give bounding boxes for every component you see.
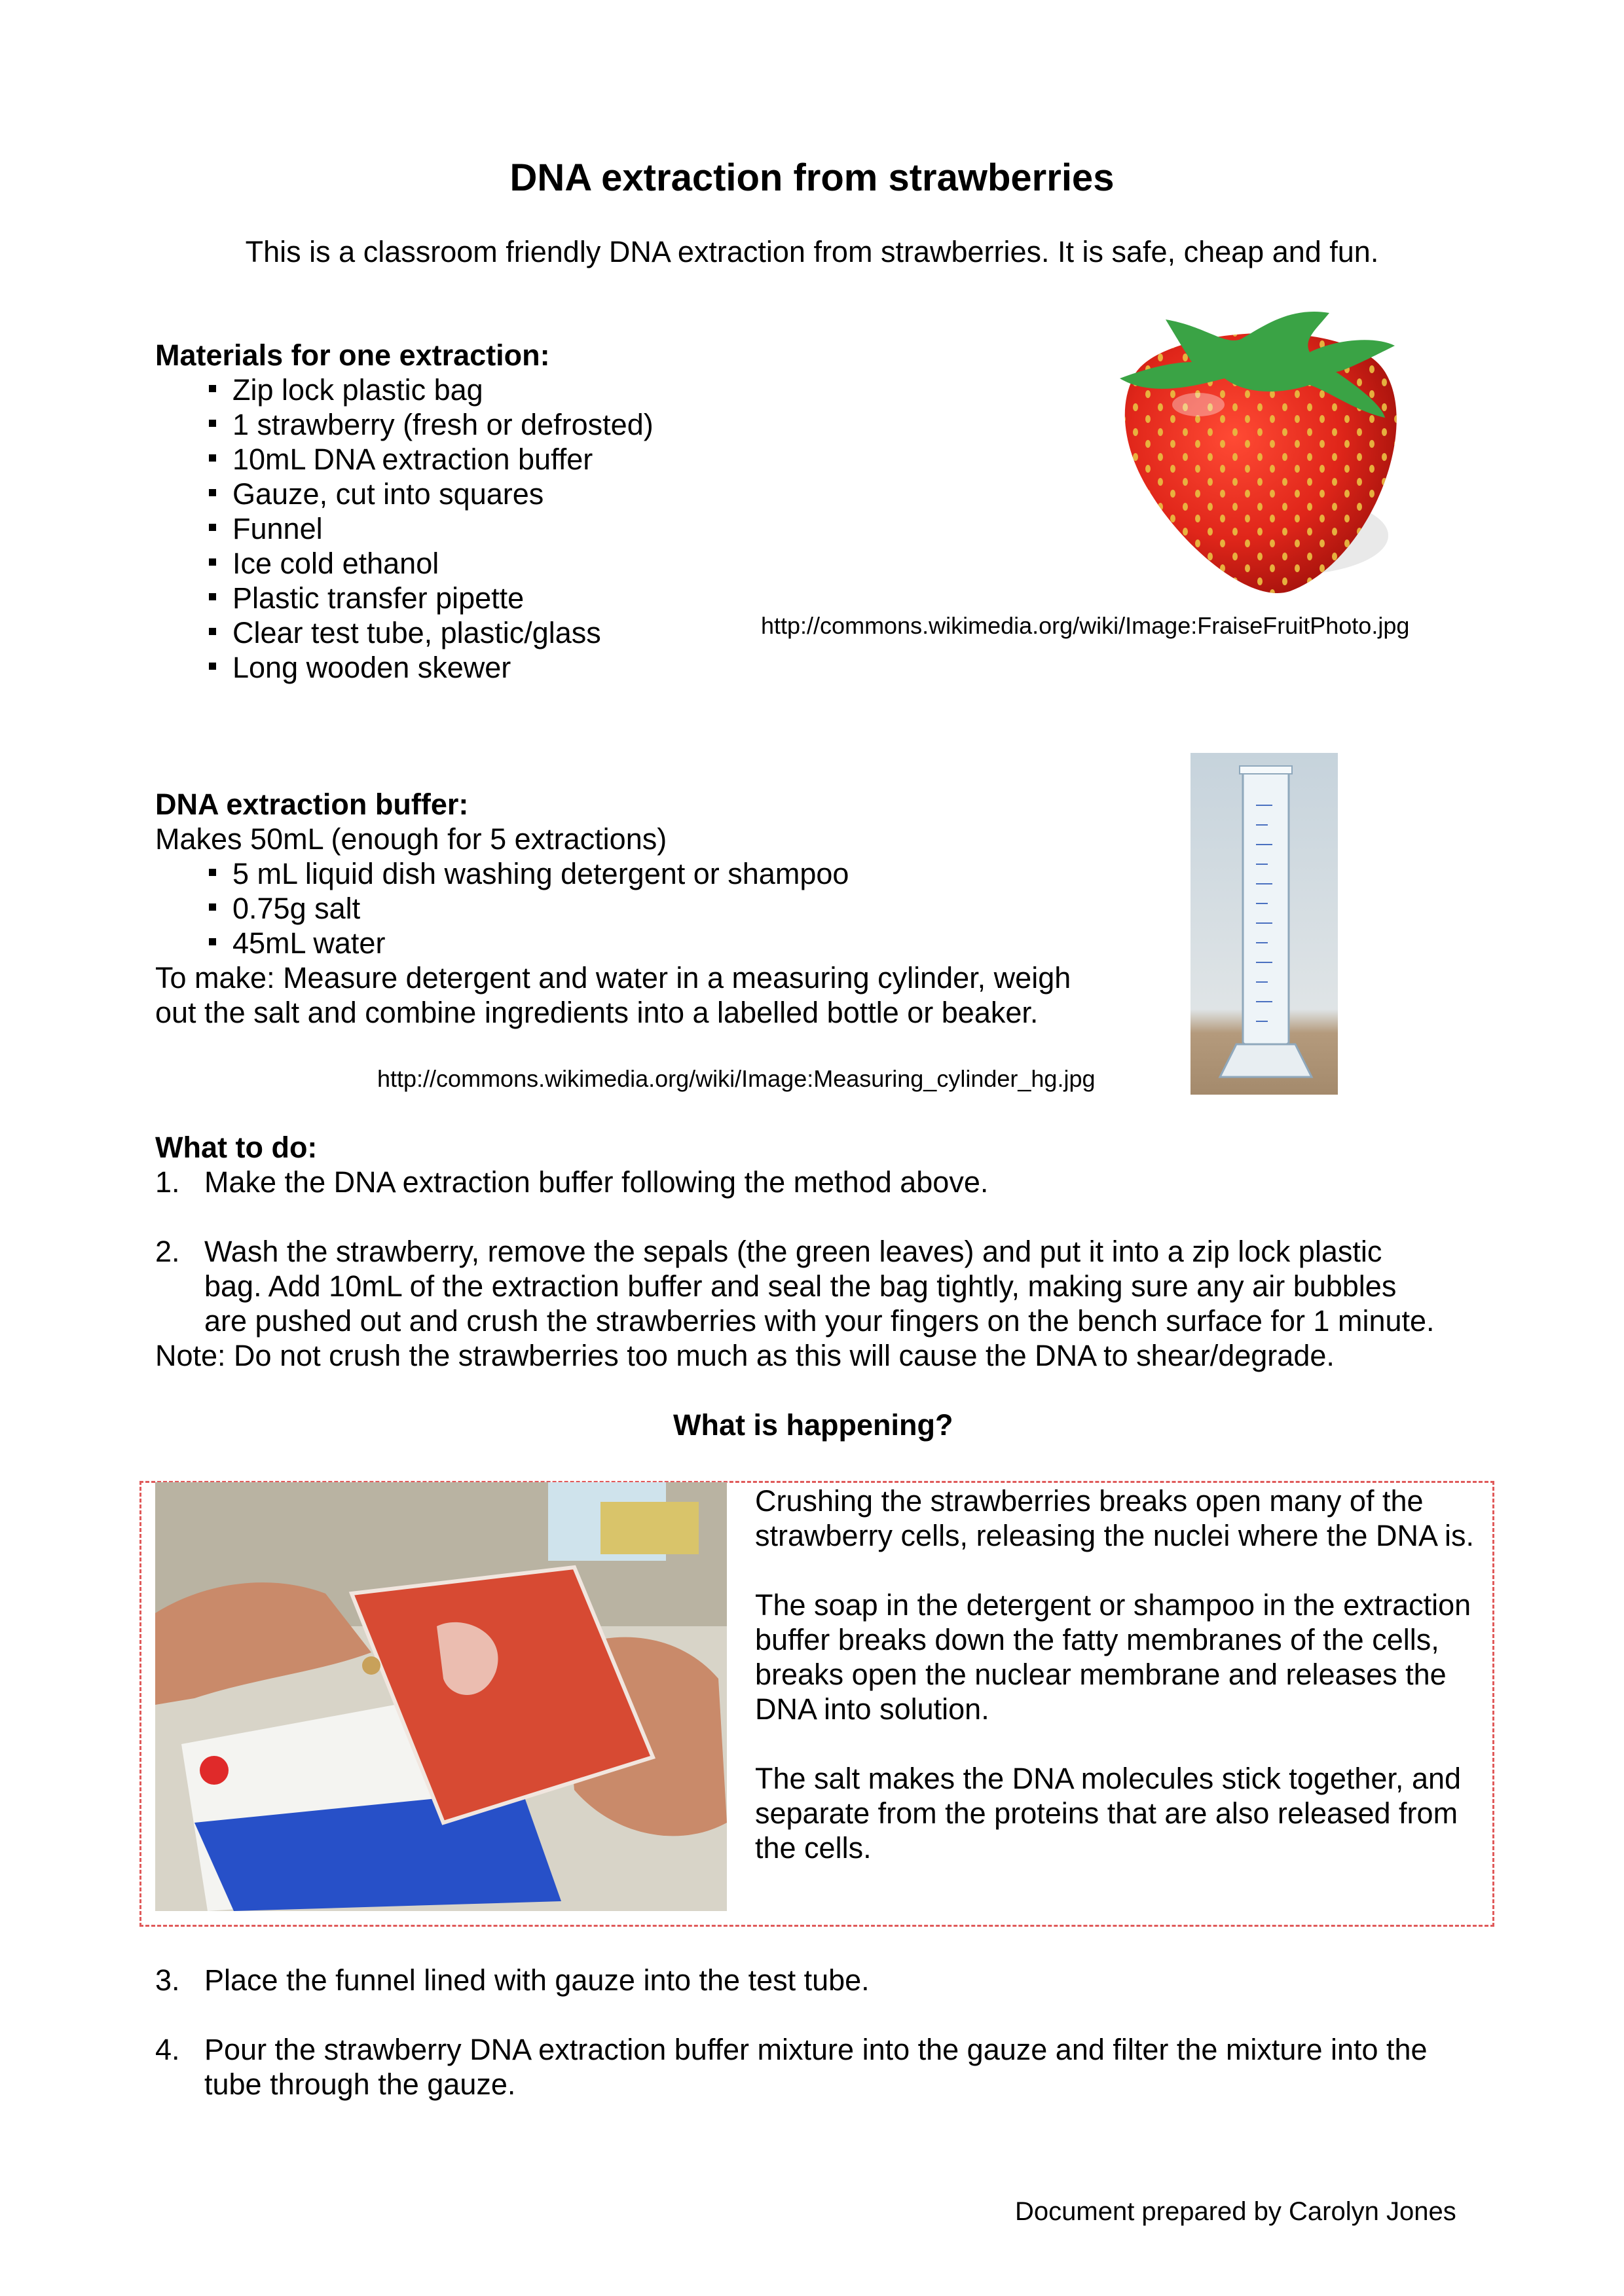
step-1-number: 1. <box>155 1165 180 1199</box>
list-item: 0.75g salt <box>155 891 849 926</box>
step-4-text-line2: tube through the gauze. <box>204 2068 516 2101</box>
materials-list <box>155 373 654 685</box>
note-text: Note: Do not crush the strawberries too much as this will cause the DNA to shear/degrade. <box>155 1339 1335 1372</box>
strawberry-credit: http://commons.wikimedia.org/wiki/Image:FraiseFruitPhoto.jpg <box>761 612 1410 639</box>
happening-paragraph-1: Crushing the strawberries breaks open many of the strawberry cells, releasing the nuclei where the DNA is. <box>755 1484 1474 1552</box>
intro-text: This is a classroom friendly DNA extraction from strawberries. It is safe, cheap and fun. <box>245 235 1379 268</box>
step-2-number: 2. <box>155 1235 180 1268</box>
measuring-cylinder-photo <box>1190 753 1338 1095</box>
step-3-number: 3. <box>155 1963 180 1997</box>
list-item: Funnel <box>155 511 654 546</box>
happening-paragraph-3: The salt makes the DNA molecules stick together, and separate from the proteins that are also released from the cells. <box>755 1762 1462 1865</box>
happening-paragraph-2: The soap in the detergent or shampoo in the extraction buffer breaks down the fatty membranes of the cells, breaks open the nuclear membrane and releases the DNA into solution. <box>755 1588 1471 1726</box>
footer-credit: Document prepared by Carolyn Jones <box>1015 2197 1456 2226</box>
list-item: 5 mL liquid dish washing detergent or shampoo <box>155 856 849 891</box>
list-item: Gauze, cut into squares <box>155 477 654 511</box>
buffer-makes: Makes 50mL (enough for 5 extractions) <box>155 822 667 856</box>
step-2-text-line2: bag. Add 10mL of the extraction buffer and seal the bag tightly, making sure any air bubbles <box>204 1269 1397 1303</box>
list-item: 10mL DNA extraction buffer <box>155 442 654 477</box>
list-item: Long wooden skewer <box>155 650 654 685</box>
list-item: Zip lock plastic bag <box>155 373 654 407</box>
list-item: Ice cold ethanol <box>155 546 654 581</box>
list-item: 45mL water <box>155 926 849 960</box>
buffer-heading: DNA extraction buffer: <box>155 788 469 821</box>
step-3-text: Place the funnel lined with gauze into the test tube. <box>204 1963 870 1997</box>
happening-heading: What is happening? <box>673 1408 953 1442</box>
buffer-list <box>155 856 849 960</box>
strawberry-photo <box>1054 300 1447 608</box>
steps-heading: What to do: <box>155 1131 318 1164</box>
cylinder-credit: http://commons.wikimedia.org/wiki/Image:Measuring_cylinder_hg.jpg <box>377 1065 1096 1092</box>
step-2-text-line1: Wash the strawberry, remove the sepals (the green leaves) and put it into a zip lock plastic <box>204 1235 1382 1268</box>
buffer-instructions-line1: To make: Measure detergent and water in a measuring cylinder, weigh <box>155 961 1071 994</box>
step-1-text: Make the DNA extraction buffer following the method above. <box>204 1165 989 1199</box>
buffer-instructions-line2: out the salt and combine ingredients into a labelled bottle or beaker. <box>155 996 1039 1029</box>
crushing-bag-photo <box>155 1482 727 1911</box>
materials-heading: Materials for one extraction: <box>155 338 550 372</box>
happening-text <box>755 1484 1475 1900</box>
step-4-text-line1: Pour the strawberry DNA extraction buffer mixture into the gauze and filter the mixture into the <box>204 2033 1428 2066</box>
list-item: 1 strawberry (fresh or defrosted) <box>155 407 654 442</box>
list-item: Plastic transfer pipette <box>155 581 654 615</box>
page-title: DNA extraction from strawberries <box>509 156 1115 199</box>
step-2-text-line3: are pushed out and crush the strawberries with your fingers on the bench surface for 1 minute. <box>204 1304 1435 1338</box>
step-4-number: 4. <box>155 2033 180 2066</box>
list-item: Clear test tube, plastic/glass <box>155 615 654 650</box>
